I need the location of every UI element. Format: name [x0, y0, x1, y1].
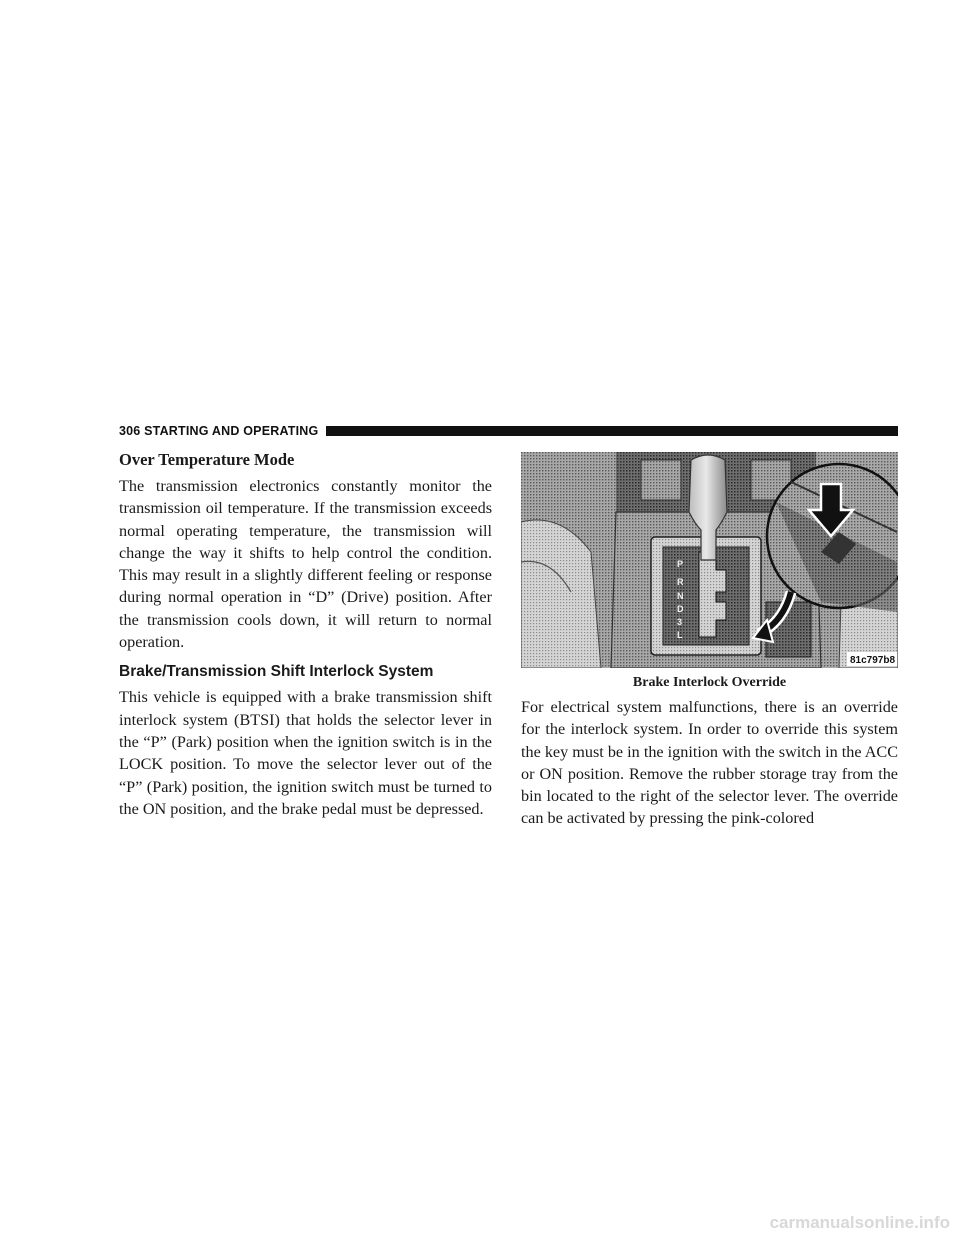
- gear-letter-d: D: [677, 604, 684, 614]
- section-body-over-temperature: The transmission electronics constantly monitor the transmission oil temperature. If the transmission exceeds normal operating temperature, the transmission will change the way it shifts to help control the condition. This may result in a slightly different feeling or response during normal operation in “D” (Drive) position. After the transmission cools down, it will return to normal operation.: [119, 477, 492, 652]
- right-column: [521, 452, 898, 830]
- page-number-chapter: 306 STARTING AND OPERATING: [119, 424, 319, 438]
- header-rule: [326, 426, 898, 436]
- figure-code: 81c797b8: [850, 655, 896, 666]
- section-body-interlock-override: For electrical system malfunctions, there is an override for the interlock system. In order to override this system the key must be in the ignition with the switch in the ACC or ON position. Remove the rubber storage tray from the bin located to the right of the selector lever. The override can be activated by pressing the pink-colored: [521, 698, 898, 828]
- gear-letter-r: R: [677, 577, 684, 587]
- gear-letter-3: 3: [677, 617, 683, 627]
- page-header: [119, 423, 898, 439]
- gear-letter-p: P: [677, 559, 684, 569]
- section-title-over-temperature: Over Temperature Mode: [119, 450, 295, 469]
- figure-caption: Brake Interlock Override: [632, 675, 787, 690]
- brake-interlock-figure: [521, 452, 898, 668]
- left-column: [119, 449, 492, 820]
- gear-letter-l: L: [677, 630, 683, 640]
- section-title-shift-interlock: Brake/Transmission Shift Interlock System: [119, 663, 434, 681]
- watermark: carmanualsonline.info: [769, 1213, 950, 1232]
- section-body-shift-interlock: This vehicle is equipped with a brake transmission shift interlock system (BTSI) that holds the selector lever in the “P” (Park) position when the ignition switch is in the LOCK position. To move the selector lever out of the “P” (Park) position, the ignition switch must be turned to the ON position, and the brake pedal must be depressed.: [119, 688, 492, 818]
- gear-letter-n: N: [677, 591, 684, 601]
